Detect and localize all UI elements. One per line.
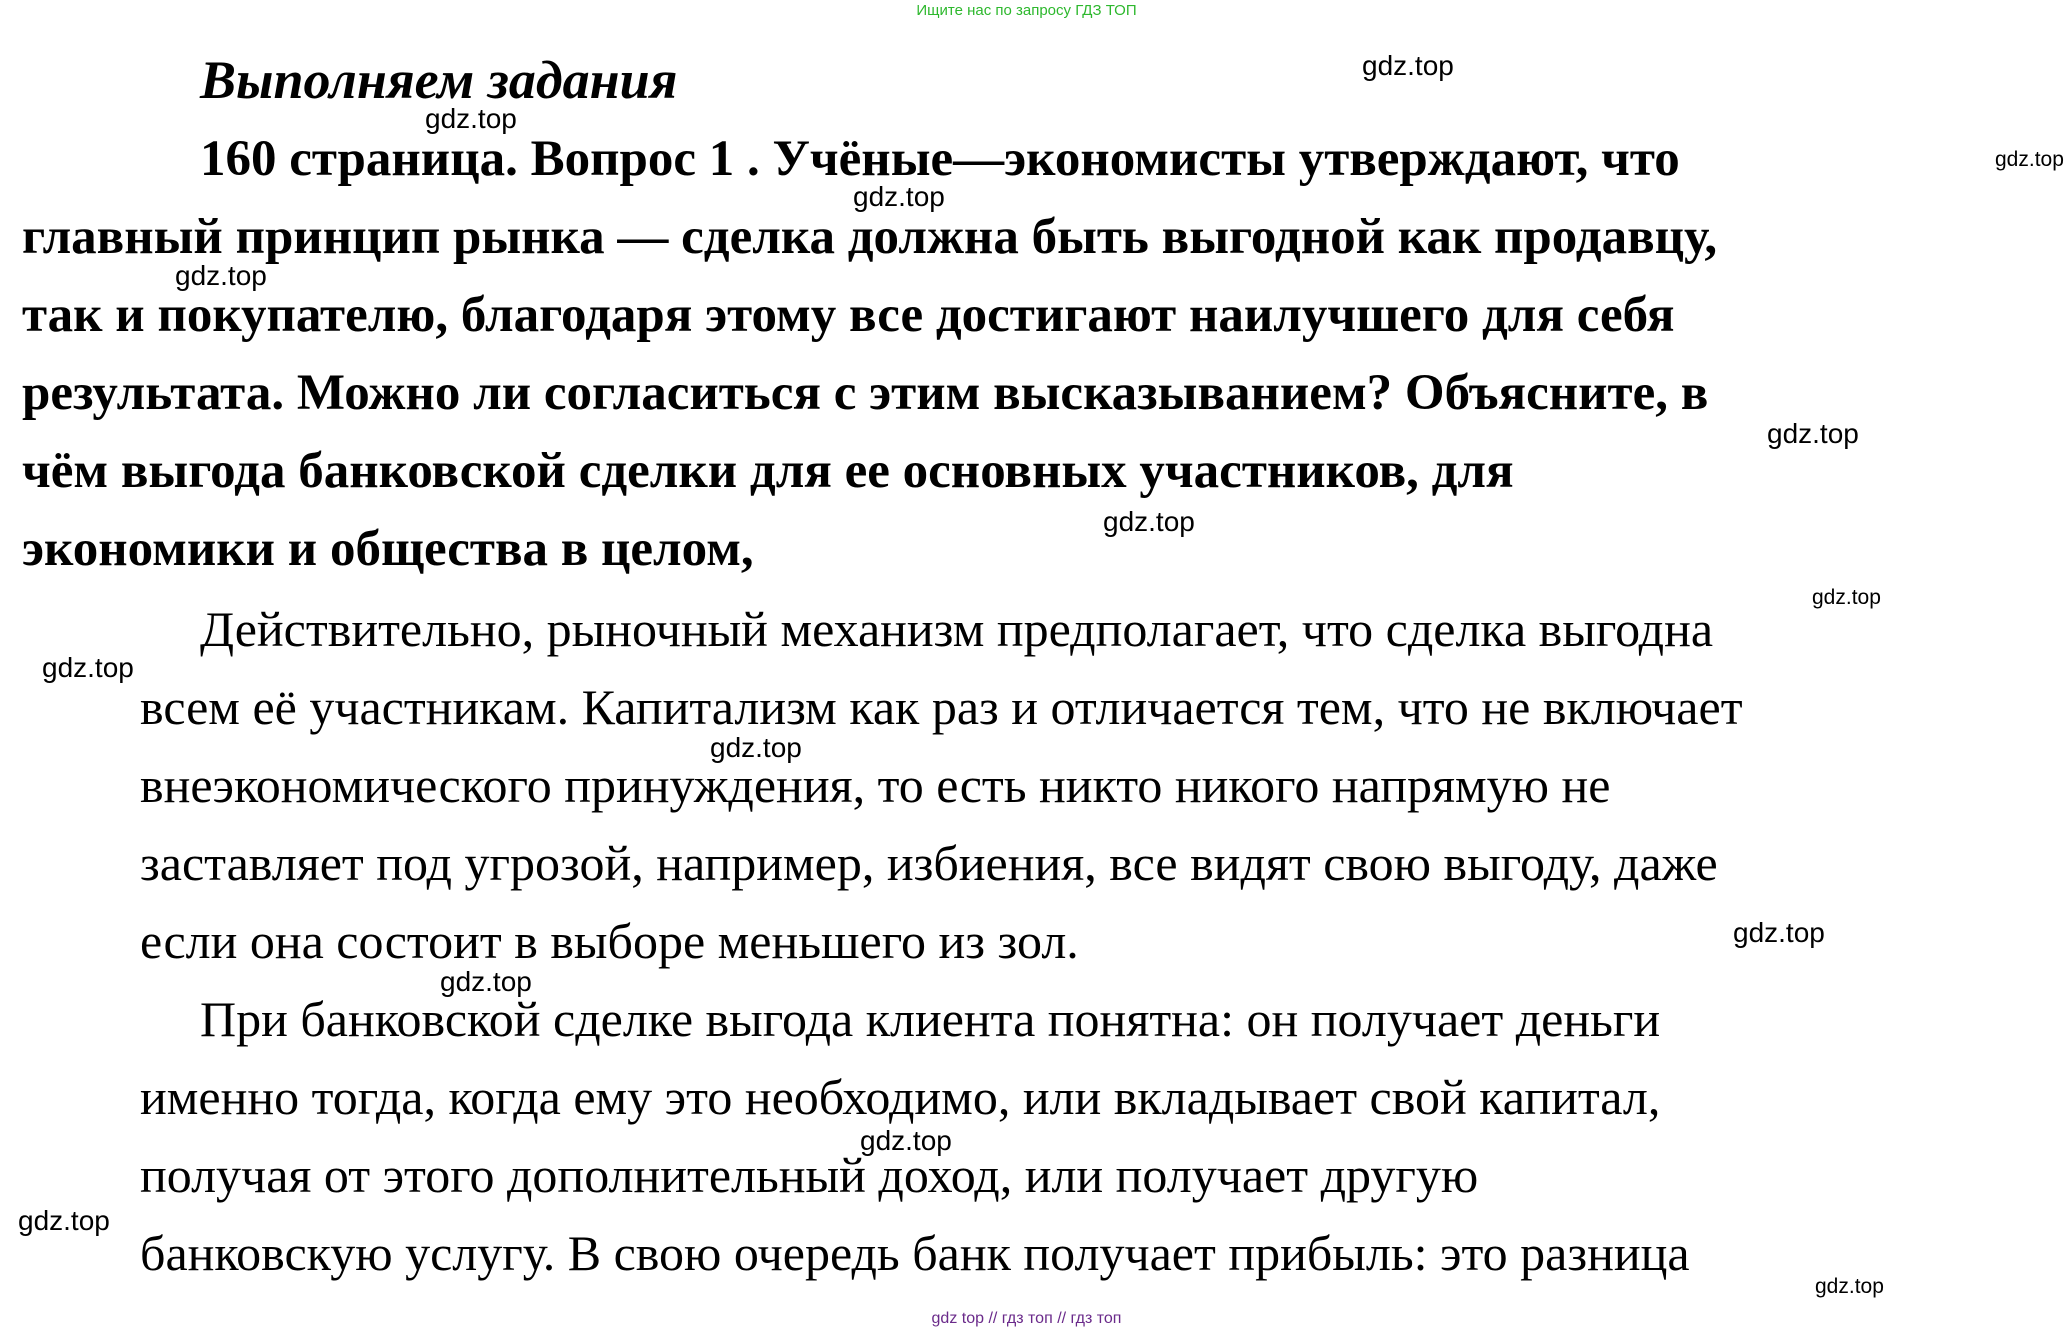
watermark: gdz.top <box>425 103 517 134</box>
watermark: gdz.top <box>175 260 267 291</box>
question-line: экономики и общества в целом, <box>22 521 754 577</box>
question-text <box>22 120 2042 588</box>
watermark: gdz.top <box>18 1205 110 1236</box>
answer-line: если она состоит в выборе меньшего из зол. <box>140 913 1079 969</box>
watermark: gdz.top <box>853 181 945 212</box>
watermark: gdz.top <box>1733 917 1825 948</box>
answer-paragraph <box>140 980 2040 1292</box>
top-banner: Ищите нас по запросу ГДЗ ТОП <box>916 2 1137 19</box>
watermark: gdz.top <box>1995 148 2064 171</box>
answer-line: именно тогда, когда ему это необходимо, или вкладывает свой капитал, <box>140 1069 1661 1125</box>
watermark: gdz.top <box>42 652 134 683</box>
answer-line: всем её участникам. Капитализм как раз и отличается тем, что не включает <box>140 679 1743 735</box>
answer-line: заставляет под угрозой, например, избиения, все видят свою выгоду, даже <box>140 835 1718 891</box>
footer-links: gdz top // гдз топ // гдз топ <box>931 1310 1122 1327</box>
watermark: gdz.top <box>1767 418 1859 449</box>
watermark: gdz.top <box>1103 506 1195 537</box>
question-line: главный принцип рынка — сделка должна быть выгодной как продавцу, <box>22 209 1718 265</box>
answer-line: Действительно, рыночный механизм предполагает, что сделка выгодна <box>200 601 1714 657</box>
question-line: результата. Можно ли согласиться с этим высказыванием? Объясните, в <box>22 365 1709 421</box>
answer-line: получая от этого дополнительный доход, или получает другую <box>140 1147 1479 1203</box>
answer-line: банковскую услугу. В свою очередь банк получает прибыль: это разница <box>140 1225 1690 1281</box>
watermark: gdz.top <box>860 1125 952 1156</box>
section-heading: Выполняем задания <box>200 50 678 110</box>
watermark: gdz.top <box>1815 1275 1884 1298</box>
watermark: gdz.top <box>1362 50 1454 81</box>
question-line: так и покупателю, благодаря этому все достигают наилучшего для себя <box>22 287 1675 343</box>
answer-line: При банковской сделке выгода клиента понятна: он получает деньги <box>200 991 1661 1047</box>
watermark: gdz.top <box>710 732 802 763</box>
question-line: 160 страница. Вопрос 1 . Учёные—экономисты утверждают, что <box>200 131 1680 187</box>
watermark: gdz.top <box>1812 586 1881 609</box>
answer-line: внеэкономического принуждения, то есть никто никого напрямую не <box>140 757 1611 813</box>
watermark: gdz.top <box>440 966 532 997</box>
question-line: чём выгода банковской сделки для ее основных участников, для <box>22 443 1514 499</box>
